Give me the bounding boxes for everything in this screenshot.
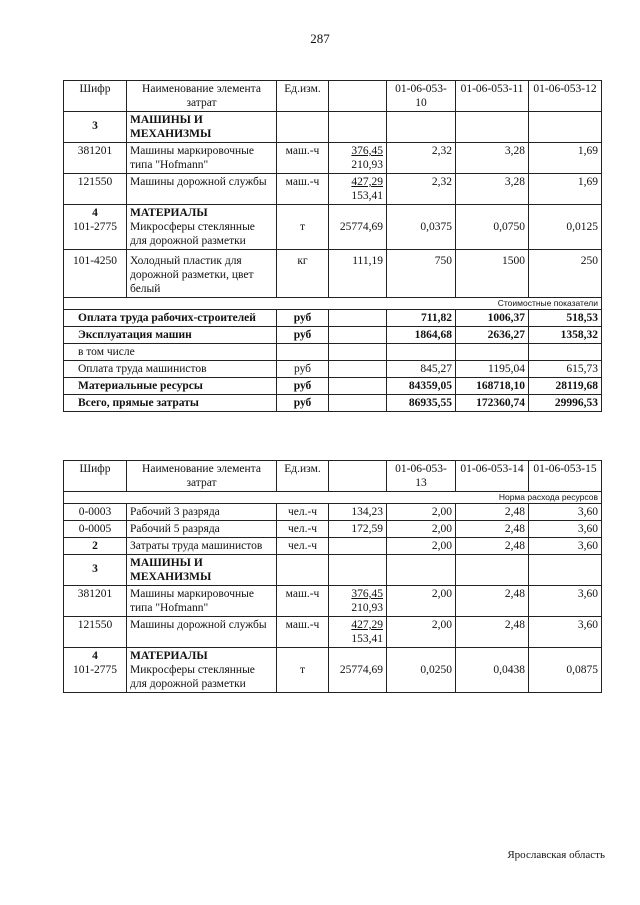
total-value-2: 172360,74 (456, 395, 529, 412)
row-value-3: 1,69 (529, 174, 602, 205)
total-value-2: 1006,37 (456, 310, 529, 327)
total-row (64, 378, 602, 395)
total-name: Всего, прямые затраты (64, 395, 277, 412)
section-row (64, 112, 602, 143)
page-number: 287 (310, 31, 330, 46)
row-value-1: 0,0375 (387, 205, 456, 250)
section-number: 4 101-2775 (64, 205, 127, 250)
total-value-3: 1358,32 (529, 327, 602, 344)
row-code: 0-0005 (64, 521, 127, 538)
row-name: Рабочий 3 разряда (127, 504, 277, 521)
header-code: Шифр (64, 461, 127, 492)
row-code: 0-0003 (64, 504, 127, 521)
total-value-2: 1195,04 (456, 361, 529, 378)
row-name: Затраты труда машинистов (127, 538, 277, 555)
header-col2: 01-06-053-14 (456, 461, 529, 492)
header-col1: 01-06-053-10 (387, 81, 456, 112)
header-unit: Ед.изм. (277, 81, 329, 112)
section-title: МАТЕРИАЛЫ (130, 207, 208, 219)
row-value-2: 1500 (456, 250, 529, 298)
row-name: Машины дорожной службы (127, 617, 277, 648)
note-row (64, 492, 602, 504)
total-unit: руб (277, 310, 329, 327)
row-value-2: 2,48 (456, 504, 529, 521)
row-price: 25774,69 (329, 205, 387, 250)
total-value-1: 84359,05 (387, 378, 456, 395)
total-value-2: 2636,27 (456, 327, 529, 344)
total-name: Эксплуатация машин (64, 327, 277, 344)
section-row (64, 648, 602, 693)
total-value-1: 1864,68 (387, 327, 456, 344)
total-row (64, 395, 602, 412)
norm-note: Норма расхода ресурсов (64, 492, 602, 504)
row-code: 2 (64, 538, 127, 555)
region-footer: Ярославская область (507, 849, 605, 861)
total-name: Материальные ресурсы (64, 378, 277, 395)
cost-table-2 (63, 460, 602, 693)
total-value-2: 168718,10 (456, 378, 529, 395)
row-value-3: 250 (529, 250, 602, 298)
row-value-2: 2,48 (456, 521, 529, 538)
row-value-3: 3,60 (529, 538, 602, 555)
total-unit: руб (277, 378, 329, 395)
row-unit: чел.-ч (277, 521, 329, 538)
row-value-1: 0,0250 (387, 648, 456, 693)
row-value-1: 2,00 (387, 504, 456, 521)
table-header (64, 461, 602, 492)
row-unit: чел.-ч (277, 538, 329, 555)
row-code: 101-4250 (64, 250, 127, 298)
total-unit: руб (277, 327, 329, 344)
row-name: Машины дорожной службы (127, 174, 277, 205)
row-value-3: 0,0125 (529, 205, 602, 250)
row-unit: т (277, 648, 329, 693)
row-price: 427,29 (351, 176, 383, 188)
row-code: 101-2775 (72, 221, 118, 233)
section-title: МАТЕРИАЛЫ (130, 650, 208, 662)
total-value-3: 29996,53 (529, 395, 602, 412)
row-code: 101-2775 (72, 664, 118, 676)
row-value-1: 2,00 (387, 538, 456, 555)
total-value-1: 845,27 (387, 361, 456, 378)
section-number: 4 101-2775 (64, 648, 127, 693)
row-value-1: 750 (387, 250, 456, 298)
row-name: Рабочий 5 разряда (127, 521, 277, 538)
row-value-3: 0,0875 (529, 648, 602, 693)
row-price-operator: 210,93 (351, 159, 383, 171)
section-number: 3 (64, 112, 127, 143)
total-row (64, 310, 602, 327)
row-price: 427,29 (351, 619, 383, 631)
row-code: 121550 (64, 174, 127, 205)
row-price-operator: 210,93 (351, 602, 383, 614)
row-price-operator: 153,41 (351, 633, 383, 645)
row-price-operator: 153,41 (351, 190, 383, 202)
row-value-3: 3,60 (529, 521, 602, 538)
header-code: Шифр (64, 81, 127, 112)
row-price: 25774,69 (329, 648, 387, 693)
row-value-2: 0,0438 (456, 648, 529, 693)
row-name: Микросферы стеклянные для дорожной разметки (130, 664, 255, 690)
row-value-1: 2,32 (387, 143, 456, 174)
total-name: в том числе (64, 344, 277, 361)
row-unit: кг (277, 250, 329, 298)
section-row (64, 555, 602, 586)
total-value-1: 86935,55 (387, 395, 456, 412)
section-row (64, 205, 602, 250)
row-code: 381201 (64, 586, 127, 617)
total-row (64, 344, 602, 361)
header-name: Наименование элемента затрат (127, 461, 277, 492)
row-unit: т (277, 205, 329, 250)
table-row (64, 617, 602, 648)
row-value-3: 1,69 (529, 143, 602, 174)
header-col3: 01-06-053-15 (529, 461, 602, 492)
row-value-1: 2,00 (387, 586, 456, 617)
total-value-3: 28119,68 (529, 378, 602, 395)
section-title: МАШИНЫ И МЕХАНИЗМЫ (127, 555, 277, 586)
section-with-row (127, 205, 277, 250)
table-row (64, 586, 602, 617)
row-code: 121550 (64, 617, 127, 648)
row-value-2: 3,28 (456, 143, 529, 174)
row-unit: маш.-ч (277, 143, 329, 174)
row-price: 111,19 (329, 250, 387, 298)
table-row (64, 174, 602, 205)
table-row (64, 250, 602, 298)
row-code: 381201 (64, 143, 127, 174)
header-price (329, 461, 387, 492)
row-value-2: 2,48 (456, 586, 529, 617)
table-row (64, 521, 602, 538)
cost-table-1 (63, 80, 602, 412)
total-row (64, 361, 602, 378)
row-unit: маш.-ч (277, 617, 329, 648)
total-unit: руб (277, 361, 329, 378)
row-value-1: 2,32 (387, 174, 456, 205)
cost-note: Стоимостные показатели (64, 298, 602, 310)
row-price: 376,45 (351, 145, 383, 157)
total-value-3: 615,73 (529, 361, 602, 378)
row-value-1: 2,00 (387, 617, 456, 648)
total-row (64, 327, 602, 344)
row-value-1: 2,00 (387, 521, 456, 538)
table-row (64, 538, 602, 555)
row-name: Холодный пластик для дорожной разметки, цвет белый (127, 250, 277, 298)
total-unit: руб (277, 395, 329, 412)
header-col1: 01-06-053-13 (387, 461, 456, 492)
header-col3: 01-06-053-12 (529, 81, 602, 112)
row-price: 172,59 (329, 521, 387, 538)
section-title: МАШИНЫ И МЕХАНИЗМЫ (127, 112, 277, 143)
table-header (64, 81, 602, 112)
total-value-1: 711,82 (387, 310, 456, 327)
header-price (329, 81, 387, 112)
row-value-2: 2,48 (456, 617, 529, 648)
total-name: Оплата труда рабочих-строителей (64, 310, 277, 327)
row-value-3: 3,60 (529, 586, 602, 617)
row-price: 134,23 (329, 504, 387, 521)
row-name: Машины маркировочные типа "Hofmann" (127, 143, 277, 174)
row-name: Микросферы стеклянные для дорожной разметки (130, 221, 255, 247)
row-value-3: 3,60 (529, 617, 602, 648)
row-unit: маш.-ч (277, 586, 329, 617)
header-name: Наименование элемента затрат (127, 81, 277, 112)
section-with-row (127, 648, 277, 693)
row-name: Машины маркировочные типа "Hofmann" (127, 586, 277, 617)
row-value-2: 2,48 (456, 538, 529, 555)
table-row (64, 504, 602, 521)
table-row (64, 143, 602, 174)
header-col2: 01-06-053-11 (456, 81, 529, 112)
row-unit: чел.-ч (277, 504, 329, 521)
total-value-3: 518,53 (529, 310, 602, 327)
section-number: 3 (64, 555, 127, 586)
row-price: 376,45 (351, 588, 383, 600)
header-unit: Ед.изм. (277, 461, 329, 492)
total-name: Оплата труда машинистов (64, 361, 277, 378)
row-value-3: 3,60 (529, 504, 602, 521)
note-row (64, 298, 602, 310)
row-value-2: 0,0750 (456, 205, 529, 250)
row-unit: маш.-ч (277, 174, 329, 205)
row-value-2: 3,28 (456, 174, 529, 205)
